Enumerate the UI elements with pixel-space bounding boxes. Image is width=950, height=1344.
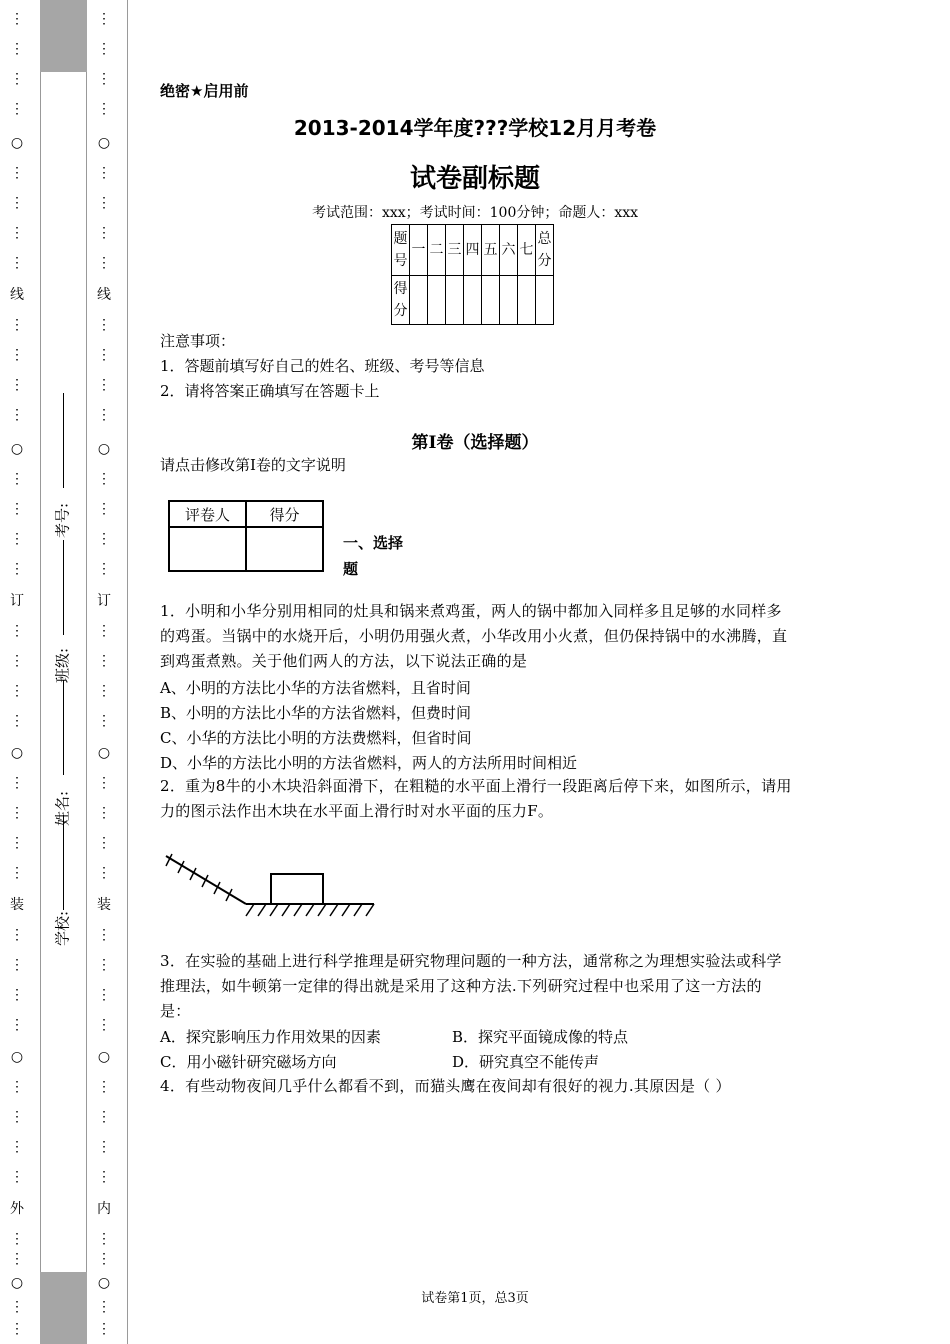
outer-char-ding: 订: [10, 593, 24, 609]
grader-header: 得分: [246, 501, 323, 527]
inner-char-nei: 内: [97, 1201, 111, 1217]
score-row-label: 得分: [392, 276, 410, 325]
outer-circle-3: ○: [10, 745, 24, 761]
score-cell[interactable]: [518, 276, 536, 325]
outer-char-line: 线: [10, 287, 24, 303]
score-header-cell: 七: [518, 225, 536, 276]
section1-desc: 请点击修改第I卷的文字说明: [160, 456, 346, 474]
school-underline: [63, 815, 64, 910]
outer-circle-4: ○: [10, 1049, 24, 1065]
q4-stem: 4．有些动物夜间几乎什么都看不到，而猫头鹰在夜间却有很好的视力.其原因是（ ）: [160, 1077, 731, 1095]
q2-stem: 2．重为8牛的小木块沿斜面滑下，在粗糙的水平面上滑行一段距离后停下来，如图所示，请用力的图示法作出木块在水平面上滑行时对水平面的压力F。: [160, 777, 792, 820]
inner-circle-1: ○: [97, 135, 111, 151]
score-header-cell: 四: [464, 225, 482, 276]
score-header-cell: 五: [482, 225, 500, 276]
wood-block: [271, 874, 323, 904]
outer-circle-2: ○: [10, 441, 24, 457]
q1-option[interactable]: C、小华的方法比小明的方法费燃料，但省时间: [160, 729, 472, 747]
inner-char-zhuang: 装: [97, 897, 111, 913]
inner-circle-3: ○: [97, 745, 111, 761]
grader-table: [168, 500, 324, 572]
q3-option[interactable]: D．研究真空不能传声: [452, 1053, 600, 1071]
note-item: 2．请将答案正确填写在答题卡上: [160, 382, 380, 400]
score-table: [391, 224, 554, 325]
score-header-cell: 一: [410, 225, 428, 276]
part1-title: 一、选择题: [343, 534, 404, 578]
score-header-cell: 题号: [392, 225, 410, 276]
binding-gray-top: [40, 0, 87, 72]
section1-title: 第I卷（选择题）: [411, 433, 539, 453]
exam-title: 2013-2014学年度???学校12月月考卷: [293, 116, 657, 140]
name-underline: [63, 680, 64, 775]
score-cell[interactable]: [536, 276, 554, 325]
grader-cell[interactable]: [246, 527, 323, 571]
secret-mark: 绝密★启用前: [160, 82, 249, 100]
field-school-label: 学校:: [53, 910, 72, 947]
score-header-cell: 六: [500, 225, 518, 276]
score-header-cell: 二: [428, 225, 446, 276]
class-underline: [63, 540, 64, 635]
inner-circle-4: ○: [97, 1049, 111, 1065]
q1-stem: 1．小明和小华分别用相同的灶具和锅来煮鸡蛋，两人的锅中都加入同样多且足够的水同样多的鸡蛋。当锅中的水烧开后，小明仍用强火煮，小华改用小火煮，但仍保持锅中的水沸腾，直到鸡蛋煮熟。关于他们两人的方法，以下说法正确的是: [160, 602, 788, 670]
q1-option[interactable]: A、小明的方法比小华的方法省燃料，且省时间: [160, 679, 471, 697]
outer-binding-column: ⋮ ⋮ ⋮ ⋮ ○ ⋮ ⋮ ⋮ ⋮ 线 ⋮ ⋮ ⋮ ⋮ ○ ⋮ ⋮ ⋮ ⋮ 订 ⋮ ⋮ ⋮ ⋮ ○ ⋮ ⋮ ⋮ ⋮ 装 ⋮ ⋮ ⋮ ⋮ ○ ⋮ ⋮ ⋮ ⋮ 外 ⋮ ⋮ ○ ⋮ ⋮: [10, 11, 24, 1337]
score-cell[interactable]: [464, 276, 482, 325]
outer-char-wai: 外: [10, 1201, 24, 1217]
field-examno-label: 考号:: [53, 502, 72, 539]
exam-meta: 考试范围：xxx；考试时间：100分钟；命题人：xxx: [311, 205, 639, 221]
score-cell[interactable]: [482, 276, 500, 325]
page-footer: 试卷第1页，总3页: [421, 1291, 529, 1306]
inner-char-ding: 订: [97, 593, 111, 609]
binding-gray-bottom: [40, 1272, 87, 1344]
q3-option[interactable]: A．探究影响压力作用效果的因素: [160, 1028, 381, 1046]
score-header-cell: 总分: [536, 225, 554, 276]
score-cell[interactable]: [428, 276, 446, 325]
q3-stem: 3．在实验的基础上进行科学推理是研究物理问题的一种方法，通常称之为理想实验法或科学推理法，如牛顿第一定律的得出就是采用了这种方法.下列研究过程中也采用了这一方法的是：: [160, 952, 782, 1020]
inner-circle-2: ○: [97, 441, 111, 457]
score-cell[interactable]: [446, 276, 464, 325]
score-cell[interactable]: [410, 276, 428, 325]
outer-circle-1: ○: [10, 135, 24, 151]
inner-char-line: 线: [97, 287, 111, 303]
examno-underline: [63, 393, 64, 488]
note-item: 1．答题前填写好自己的姓名、班级、考号等信息: [160, 357, 485, 375]
grader-header: 评卷人: [169, 501, 246, 527]
q3-option[interactable]: C．用小磁针研究磁场方向: [160, 1053, 337, 1071]
q2-incline-figure: [160, 848, 380, 923]
outer-char-zhuang: 装: [10, 897, 24, 913]
exam-subtitle: 试卷副标题: [409, 164, 540, 194]
q1-option[interactable]: D、小华的方法比小明的方法省燃料，两人的方法所用时间相近: [160, 754, 578, 772]
q3-option[interactable]: B．探究平面镜成像的特点: [452, 1028, 629, 1046]
score-header-cell: 三: [446, 225, 464, 276]
field-name-label: 姓名:: [53, 790, 72, 827]
grader-cell[interactable]: [169, 527, 246, 571]
notes-title: 注意事项：: [160, 332, 236, 350]
inner-binding-column: ⋮ ⋮ ⋮ ⋮ ○ ⋮ ⋮ ⋮ ⋮ 线 ⋮ ⋮ ⋮ ⋮ ○ ⋮ ⋮ ⋮ ⋮ 订 ⋮ ⋮ ⋮ ⋮ ○ ⋮ ⋮ ⋮ ⋮ 装 ⋮ ⋮ ⋮ ⋮ ○ ⋮ ⋮ ⋮ ⋮ 内 ⋮ ⋮ ○ ⋮ ⋮: [97, 11, 111, 1337]
q1-option[interactable]: B、小明的方法比小华的方法省燃料，但费时间: [160, 704, 472, 722]
score-cell[interactable]: [500, 276, 518, 325]
field-class-label: 班级:: [53, 647, 72, 684]
